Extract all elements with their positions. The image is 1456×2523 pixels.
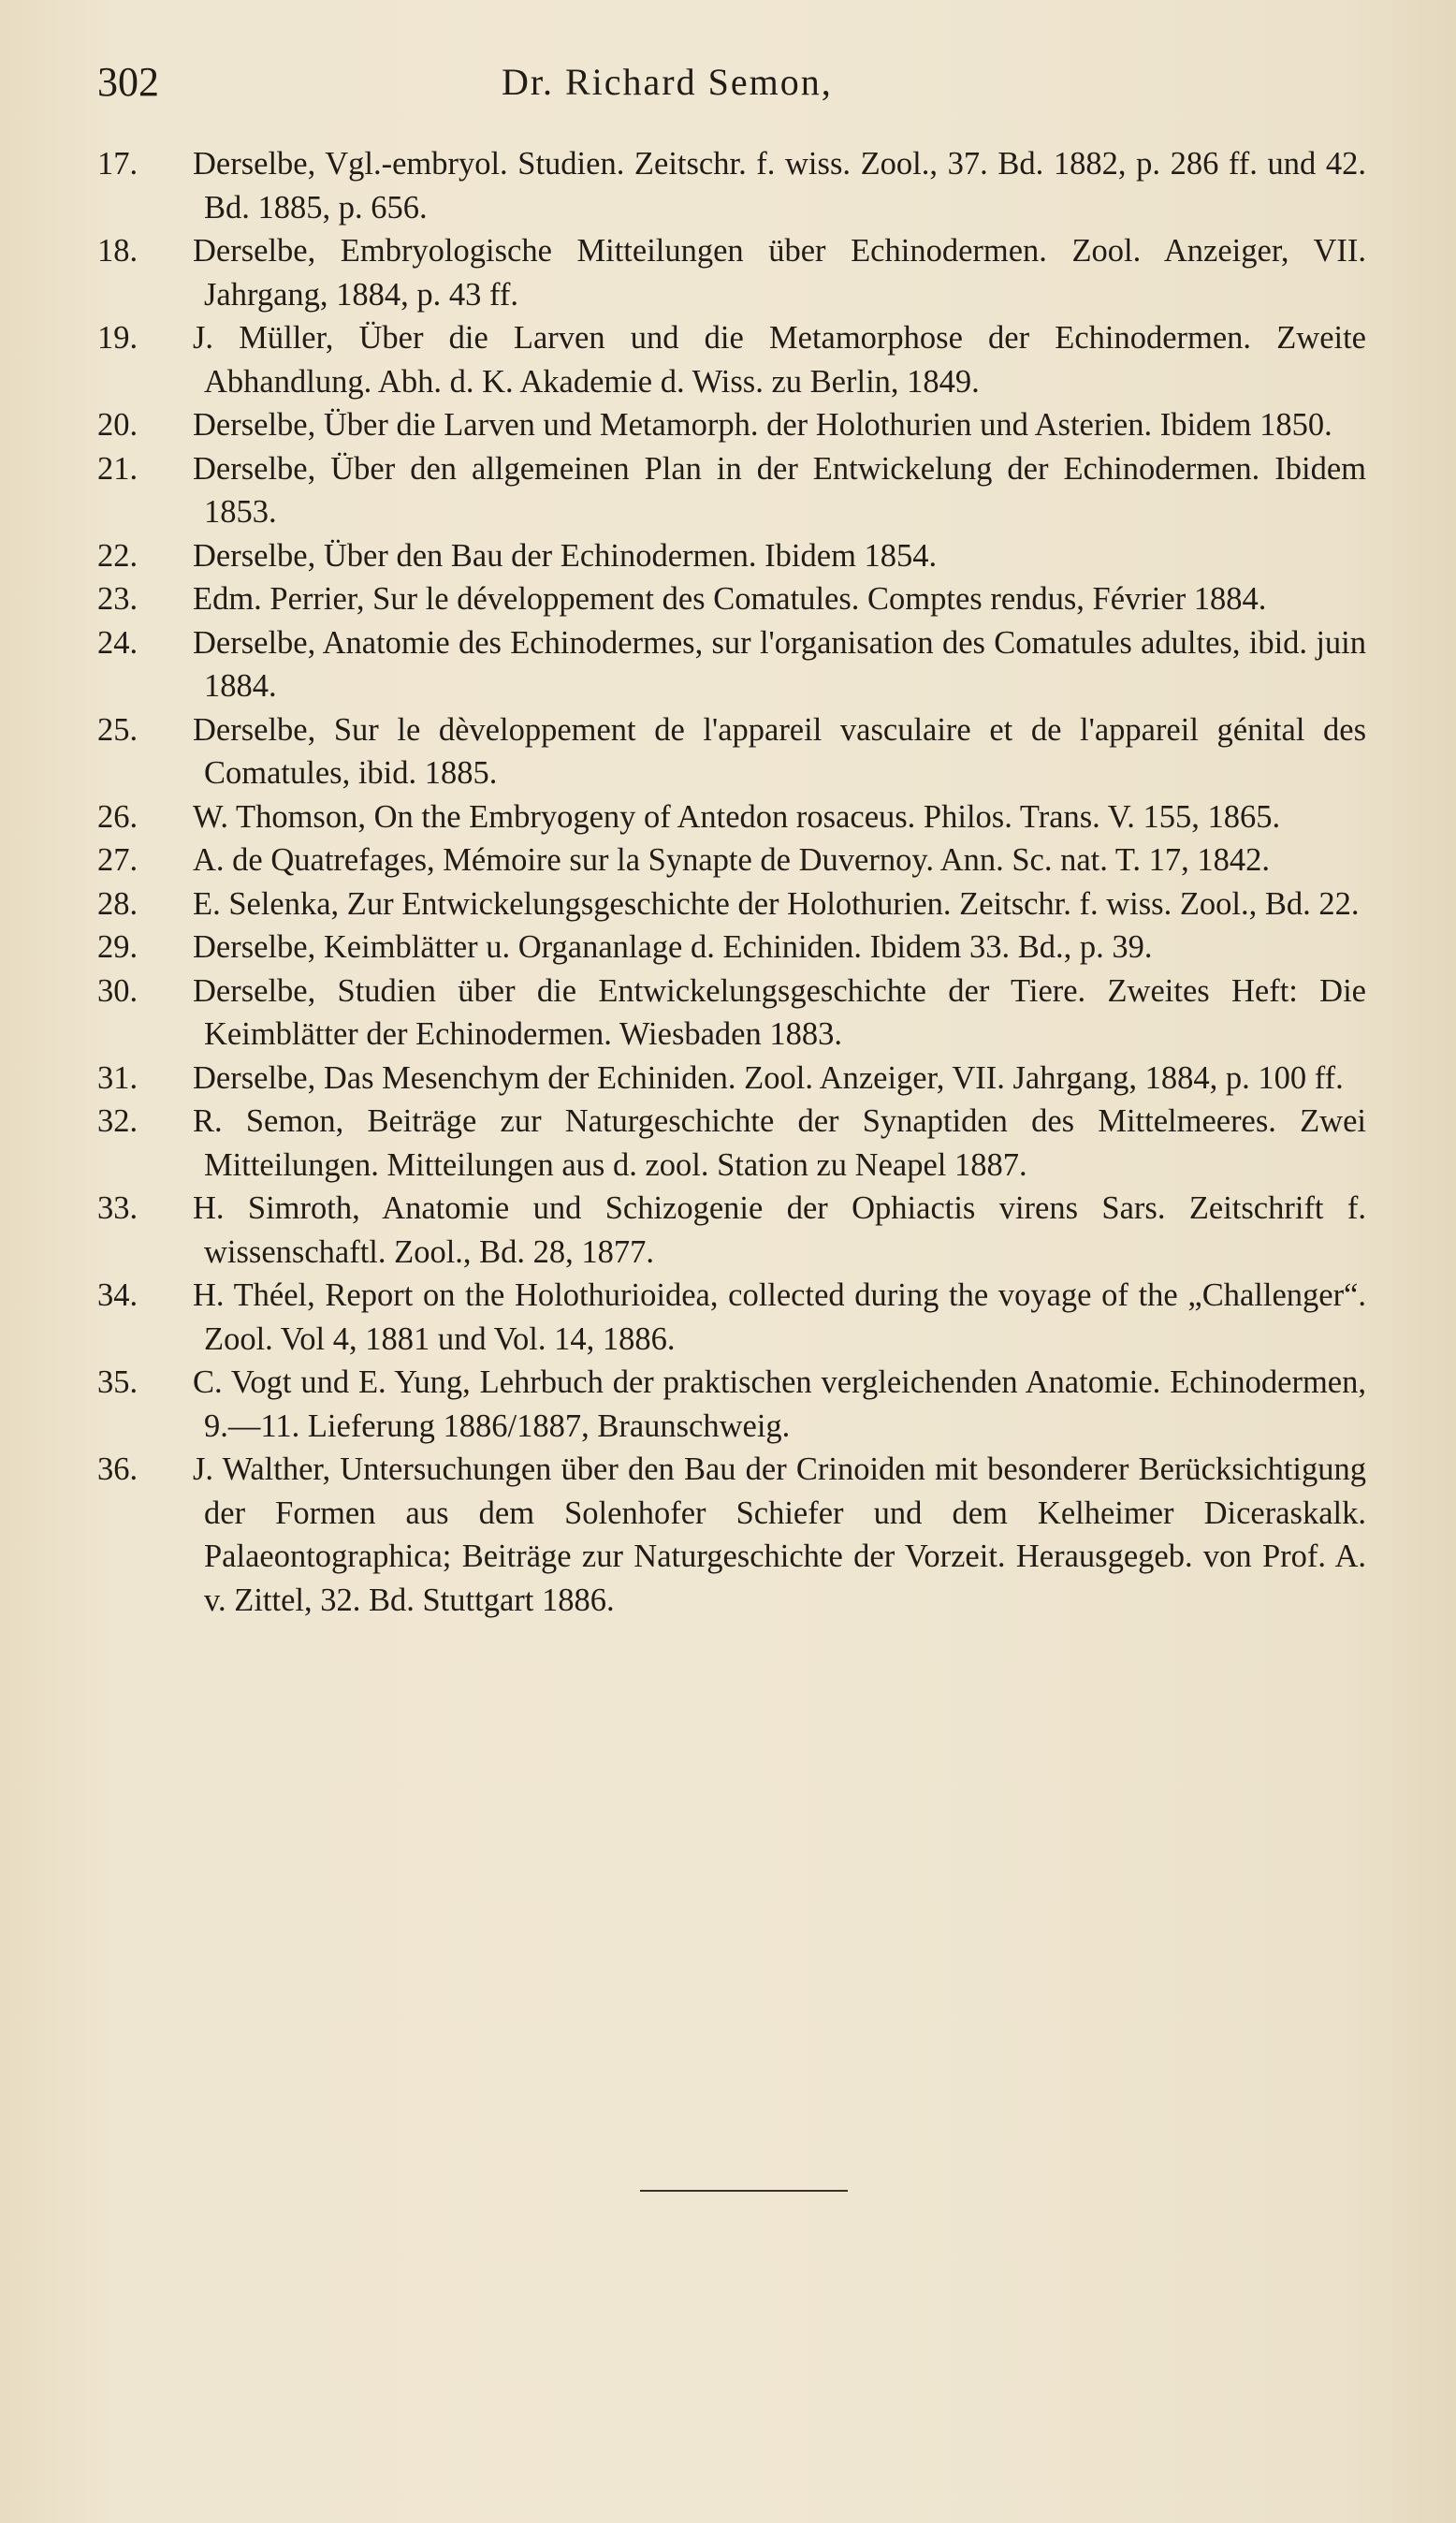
reference-number: 32. — [97, 1103, 138, 1139]
running-head: Dr. Richard Semon, — [502, 61, 833, 103]
reference-item — [0, 577, 1366, 621]
reference-number: 29. — [97, 929, 138, 965]
reference-item — [0, 970, 1366, 1057]
reference-number: 25. — [97, 711, 138, 748]
reference-item — [0, 708, 1366, 795]
reference-text: Derselbe, Das Mesenchym der Echiniden. Zool. Anzeiger, VII. Jahrgang, 1884, p. 100 ff. — [193, 1059, 1344, 1096]
reference-text: W. Thomson, On the Embryogeny of Antedon rosaceus. Philos. Trans. V. 155, 1865. — [193, 798, 1281, 835]
reference-number: 21. — [97, 450, 138, 487]
reference-item — [0, 316, 1366, 403]
reference-text: Edm. Perrier, Sur le développement des Comatules. Comptes rendus, Février 1884. — [193, 581, 1267, 617]
reference-text: Derselbe, Anatomie des Echinodermes, sur l'organisation des Comatules adultes, ibid. juin 1884. — [193, 624, 1366, 704]
reference-number: 23. — [97, 581, 138, 617]
page-header — [97, 54, 1370, 110]
reference-item — [0, 839, 1366, 882]
reference-number: 18. — [97, 233, 138, 269]
end-divider-rule — [640, 2190, 848, 2192]
reference-number: 20. — [97, 407, 138, 443]
reference-item — [0, 1057, 1366, 1101]
reference-item — [0, 795, 1366, 839]
reference-number: 26. — [97, 798, 138, 835]
reference-text: J. Müller, Über die Larven und die Metamorphose der Echinodermen. Zweite Abhandlung. Abh. d. K. Akademie d. Wiss. zu Berlin, 1849. — [193, 320, 1366, 400]
reference-item — [0, 926, 1366, 970]
page-number: 302 — [97, 59, 159, 105]
reference-item — [0, 1187, 1366, 1274]
reference-text: J. Walther, Untersuchungen über den Bau der Crinoiden mit besonderer Berücksichtigung der Formen aus dem Solenhofer Schiefer und dem Kelheimer Diceraskalk. Palaeontographica; Beiträge zur Naturgeschichte der Vorzeit. Herausgegeb. von Prof. A. v. Zittel, 32. Bd. Stuttgart 1886. — [193, 1451, 1366, 1618]
reference-text: Derselbe, Vgl.-embryol. Studien. Zeitschr. f. wiss. Zool., 37. Bd. 1882, p. 286 ff. und 42. Bd. 1885, p. 656. — [193, 146, 1366, 226]
reference-text: Derselbe, Über den allgemeinen Plan in der Entwickelung der Echinodermen. Ibidem 1853. — [193, 450, 1366, 530]
reference-number: 28. — [97, 885, 138, 922]
reference-number: 35. — [97, 1364, 138, 1400]
reference-text: Derselbe, Keimblätter u. Organanlage d. Echiniden. Ibidem 33. Bd., p. 39. — [193, 929, 1153, 965]
reference-item — [0, 1274, 1366, 1361]
reference-number: 19. — [97, 320, 138, 356]
reference-number: 17. — [97, 146, 138, 182]
reference-text: R. Semon, Beiträge zur Naturgeschichte der Synaptiden des Mittelmeeres. Zwei Mitteilungen. Mitteilungen aus d. zool. Station zu Neapel 1887. — [193, 1103, 1366, 1183]
reference-number: 22. — [97, 537, 138, 574]
reference-text: Derselbe, Über den Bau der Echinodermen. Ibidem 1854. — [193, 537, 938, 574]
reference-number: 31. — [97, 1059, 138, 1096]
reference-text: Derselbe, Embryologische Mitteilungen über Echinodermen. Zool. Anzeiger, VII. Jahrgang, 1884, p. 43 ff. — [193, 233, 1366, 313]
reference-number: 30. — [97, 972, 138, 1009]
reference-item — [0, 1100, 1366, 1187]
reference-item — [0, 1448, 1366, 1622]
reference-item — [0, 229, 1366, 316]
reference-number: 36. — [97, 1451, 138, 1487]
reference-item — [0, 403, 1366, 447]
reference-number: 33. — [97, 1190, 138, 1226]
reference-item — [0, 447, 1366, 534]
reference-item — [0, 534, 1366, 578]
reference-item — [0, 882, 1366, 926]
reference-item — [0, 142, 1366, 229]
reference-item — [0, 621, 1366, 708]
reference-item — [0, 1361, 1366, 1448]
reference-text: E. Selenka, Zur Entwickelungsgeschichte der Holothurien. Zeitschr. f. wiss. Zool., Bd. 22. — [193, 885, 1360, 922]
reference-text: C. Vogt und E. Yung, Lehrbuch der praktischen vergleichenden Anatomie. Echinodermen, 9.—11. Lieferung 1886/1887, Braunschweig. — [193, 1364, 1366, 1444]
reference-number: 24. — [97, 624, 138, 661]
reference-text: Derselbe, Über die Larven und Metamorph. der Holothurien und Asterien. Ibidem 1850. — [193, 407, 1332, 443]
reference-text: Derselbe, Sur le dèveloppement de l'appareil vasculaire et de l'appareil génital des Comatules, ibid. 1885. — [193, 711, 1366, 791]
reference-text: A. de Quatrefages, Mémoire sur la Synapte de Duvernoy. Ann. Sc. nat. T. 17, 1842. — [193, 842, 1271, 878]
reference-text: Derselbe, Studien über die Entwickelungsgeschichte der Tiere. Zweites Heft: Die Keimblätter der Echinodermen. Wiesbaden 1883. — [193, 972, 1366, 1052]
reference-number: 27. — [97, 842, 138, 878]
reference-text: H. Simroth, Anatomie und Schizogenie der Ophiactis virens Sars. Zeitschrift f. wissenschaftl. Zool., Bd. 28, 1877. — [193, 1190, 1366, 1270]
reference-number: 34. — [97, 1277, 138, 1313]
reference-list — [0, 142, 1456, 1622]
reference-text: H. Théel, Report on the Holothurioidea, collected during the voyage of the „Challenger“. Zool. Vol 4, 1881 und Vol. 14, 1886. — [193, 1277, 1366, 1357]
